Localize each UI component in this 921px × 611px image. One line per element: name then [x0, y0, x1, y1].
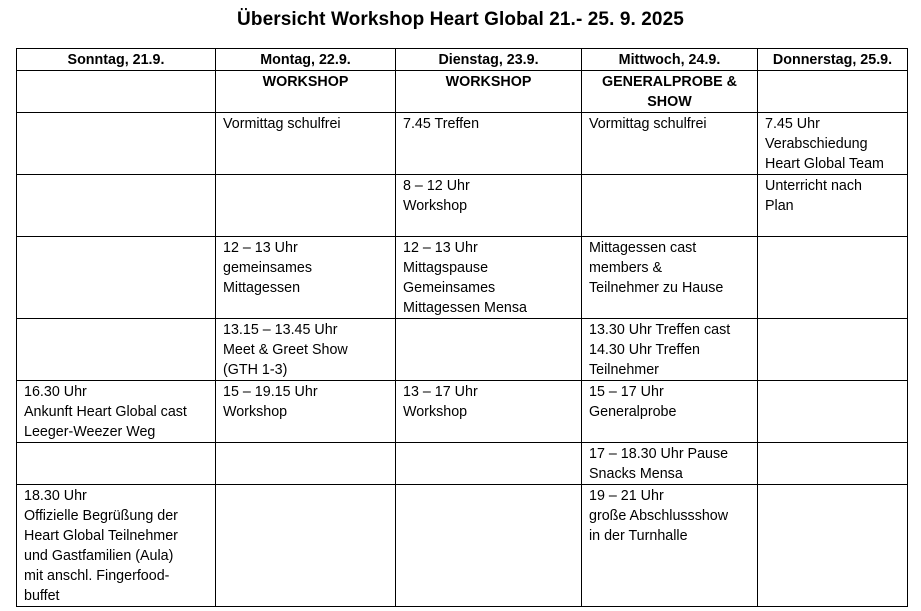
table-cell	[17, 319, 216, 381]
table-row	[17, 237, 908, 319]
schedule-table	[16, 48, 908, 607]
day-header-tuesday: Dienstag, 23.9.	[396, 49, 582, 71]
table-cell	[396, 443, 582, 485]
table-cell	[17, 175, 216, 237]
day-header-monday: Montag, 22.9.	[216, 49, 396, 71]
table-cell	[582, 175, 758, 237]
table-cell: 12 – 13 Uhr gemeinsames Mittagessen	[216, 237, 396, 319]
table-cell: 15 – 19.15 Uhr Workshop	[216, 381, 396, 443]
table-cell: 17 – 18.30 Uhr Pause Snacks Mensa	[582, 443, 758, 485]
day-header-sunday: Sonntag, 21.9.	[17, 49, 216, 71]
table-cell	[758, 381, 908, 443]
table-row	[17, 485, 908, 607]
table-cell: Vormittag schulfrei	[582, 113, 758, 175]
table-cell: 13.15 – 13.45 Uhr Meet & Greet Show (GTH 1-3)	[216, 319, 396, 381]
table-cell	[17, 113, 216, 175]
table-cell: 13.30 Uhr Treffen cast 14.30 Uhr Treffen Teilnehmer	[582, 319, 758, 381]
table-cell: 7.45 Uhr Verabschiedung Heart Global Team	[758, 113, 908, 175]
table-cell	[216, 443, 396, 485]
table-cell	[216, 175, 396, 237]
subheader-wednesday: GENERALPROBE & SHOW	[582, 71, 758, 113]
table-cell	[758, 237, 908, 319]
table-cell	[758, 319, 908, 381]
table-cell	[17, 443, 216, 485]
table-cell	[17, 237, 216, 319]
table-cell: 8 – 12 Uhr Workshop	[396, 175, 582, 237]
table-cell: Mittagessen cast members & Teilnehmer zu Hause	[582, 237, 758, 319]
table-cell: 12 – 13 Uhr Mittagspause Gemeinsames Mittagessen Mensa	[396, 237, 582, 319]
table-cell: 7.45 Treffen	[396, 113, 582, 175]
table-cell	[758, 443, 908, 485]
day-header-wednesday: Mittwoch, 24.9.	[582, 49, 758, 71]
table-cell: 13 – 17 Uhr Workshop	[396, 381, 582, 443]
table-cell: Vormittag schulfrei	[216, 113, 396, 175]
table-cell: 19 – 21 Uhr große Abschlussshow in der Turnhalle	[582, 485, 758, 607]
subheader-thursday	[758, 71, 908, 113]
table-cell	[396, 319, 582, 381]
subheader-sunday	[17, 71, 216, 113]
subheader-row	[17, 71, 908, 113]
table-cell: 16.30 Uhr Ankunft Heart Global cast Leeger-Weezer Weg	[17, 381, 216, 443]
subheader-monday: WORKSHOP	[216, 71, 396, 113]
table-row	[17, 113, 908, 175]
table-cell: 18.30 Uhr Offizielle Begrüßung der Heart Global Teilnehmer und Gastfamilien (Aula) mit anschl. Fingerfood- buffet	[17, 485, 216, 607]
subheader-tuesday: WORKSHOP	[396, 71, 582, 113]
table-row	[17, 319, 908, 381]
page-title: Übersicht Workshop Heart Global 21.- 25. 9. 2025	[237, 9, 684, 30]
day-header-thursday: Donnerstag, 25.9.	[758, 49, 908, 71]
table-cell	[758, 485, 908, 607]
table-cell: 15 – 17 Uhr Generalprobe	[582, 381, 758, 443]
table-row	[17, 443, 908, 485]
day-header-row	[17, 49, 908, 71]
table-cell: Unterricht nach Plan	[758, 175, 908, 237]
table-cell	[216, 485, 396, 607]
table-row	[17, 381, 908, 443]
table-cell	[396, 485, 582, 607]
table-row	[17, 175, 908, 237]
